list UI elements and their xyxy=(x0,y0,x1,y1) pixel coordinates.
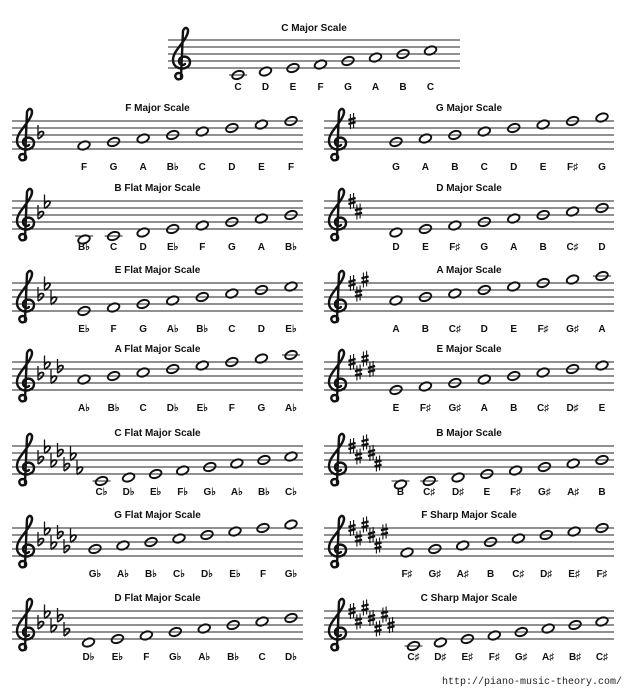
scale-title: C Major Scale xyxy=(281,23,347,34)
note-label: E xyxy=(510,324,518,335)
note-label: G xyxy=(598,162,606,173)
scale-e-major xyxy=(324,344,614,414)
note-label: B♭ xyxy=(145,569,157,580)
note-label: G xyxy=(139,324,148,335)
scale-title: B Flat Major Scale xyxy=(114,183,201,194)
flat-sign-icon xyxy=(38,615,44,629)
scale-title: E Major Scale xyxy=(436,344,502,355)
note-label: B xyxy=(451,162,459,173)
sharp-sign-icon xyxy=(361,600,368,616)
scale-c-major xyxy=(168,23,460,93)
note-label: A xyxy=(480,403,488,414)
sharp-sign-icon xyxy=(361,435,368,451)
note-label: F♭ xyxy=(177,487,189,498)
flat-sign-icon xyxy=(64,539,70,553)
flat-sign-icon xyxy=(64,457,70,471)
note-label: B xyxy=(539,242,547,253)
flat-sign-icon xyxy=(51,454,57,468)
note-label: D xyxy=(257,324,266,335)
note-label: D xyxy=(228,162,236,173)
note-label: D♭ xyxy=(285,652,297,663)
note-label: E xyxy=(258,162,265,173)
scale-title: A Major Scale xyxy=(436,265,502,276)
scale-title: G Major Scale xyxy=(435,103,503,114)
scale-title: B Major Scale xyxy=(436,428,502,439)
scale-title: D Major Scale xyxy=(436,183,502,194)
note-label: C xyxy=(426,82,435,93)
note-label: G♯ xyxy=(538,487,551,498)
note-label: B xyxy=(421,324,430,335)
note-label: G♯ xyxy=(566,324,579,335)
sharp-sign-icon xyxy=(355,614,362,630)
note-label: A♭ xyxy=(230,487,243,498)
staff xyxy=(324,283,614,311)
note-label: A xyxy=(392,324,400,335)
note-label: B♭ xyxy=(257,487,270,498)
flat-sign-icon xyxy=(58,525,64,539)
note-label: E xyxy=(539,162,547,173)
scale-d-flat-major xyxy=(12,593,303,663)
flat-sign-icon xyxy=(38,125,44,139)
note-label: C♭ xyxy=(285,487,297,498)
note-label: B xyxy=(396,487,405,498)
note-label: F♯ xyxy=(537,324,549,335)
note-label: E xyxy=(289,82,297,93)
note-label: G♯ xyxy=(428,569,442,580)
note-label: F xyxy=(287,162,295,173)
scale-c-flat-major xyxy=(12,428,303,498)
note-label: F♯ xyxy=(401,569,413,580)
note-label: G xyxy=(344,82,352,93)
sharp-sign-icon xyxy=(355,449,362,465)
scale-b-flat-major xyxy=(12,183,303,253)
note-label: E♯ xyxy=(461,652,474,663)
sharp-sign-icon xyxy=(374,456,381,472)
note-label: C♯ xyxy=(512,569,525,580)
scale-title: E Flat Major Scale xyxy=(114,265,201,276)
note-label: B xyxy=(598,487,606,498)
note-label: D♯ xyxy=(566,403,579,414)
sharp-sign-icon xyxy=(355,365,362,381)
note-label: C♭ xyxy=(95,487,108,498)
sharp-sign-icon xyxy=(355,531,362,547)
scale-title: C Flat Major Scale xyxy=(114,428,201,439)
note-label: D xyxy=(598,242,606,253)
sharp-sign-icon xyxy=(361,272,368,288)
note-label: G xyxy=(392,162,400,173)
note-label: D xyxy=(261,82,270,93)
flat-sign-icon xyxy=(77,461,83,475)
flat-sign-icon xyxy=(38,205,44,219)
note-label: F xyxy=(317,82,324,93)
note-label: G xyxy=(227,242,236,253)
flat-sign-icon xyxy=(45,356,51,370)
note-label: C♭ xyxy=(173,569,185,580)
note-label: A xyxy=(510,242,518,253)
scale-title: D Flat Major Scale xyxy=(114,593,201,604)
note-label: F♯ xyxy=(449,242,461,253)
note-label: C xyxy=(234,82,242,93)
note-label: G xyxy=(109,162,118,173)
note-label: E♭ xyxy=(229,569,241,580)
note-label: C xyxy=(228,324,236,335)
note-label: C♯ xyxy=(595,652,609,663)
sharp-sign-icon xyxy=(355,286,362,302)
scale-g-flat-major xyxy=(12,510,303,580)
note-label: E xyxy=(483,487,491,498)
flat-sign-icon xyxy=(45,440,51,454)
scale-c-sharp-major xyxy=(324,593,614,663)
note-label: D♯ xyxy=(451,487,465,498)
note-label: A♯ xyxy=(542,652,555,663)
note-label: D xyxy=(392,242,400,253)
note-label: C xyxy=(480,162,488,173)
flat-sign-icon xyxy=(38,532,44,546)
note-label: A xyxy=(257,242,266,253)
note-label: B xyxy=(486,569,495,580)
flat-sign-icon xyxy=(45,277,51,291)
flat-sign-icon xyxy=(58,359,64,373)
note-label: B♭ xyxy=(227,652,240,663)
scale-title: G Flat Major Scale xyxy=(114,510,201,521)
note-label: B♭ xyxy=(78,242,90,253)
note-label: D xyxy=(480,324,488,335)
note-label: E♭ xyxy=(78,324,90,335)
flat-sign-icon xyxy=(51,536,57,550)
note-label: C xyxy=(139,403,147,414)
note-label: C♯ xyxy=(448,324,461,335)
note-label: E♭ xyxy=(111,652,124,663)
note-label: D xyxy=(510,162,518,173)
flat-sign-icon xyxy=(71,529,77,543)
scale-f-sharp-major xyxy=(324,510,614,580)
flat-sign-icon xyxy=(58,443,64,457)
note-label: E♭ xyxy=(196,403,208,414)
note-label: G xyxy=(480,242,489,253)
note-label: E♭ xyxy=(149,487,162,498)
note-label: G♯ xyxy=(514,652,528,663)
note-label: E♯ xyxy=(568,569,580,580)
scale-e-flat-major xyxy=(12,265,303,335)
note-label: C♯ xyxy=(537,403,550,414)
staff xyxy=(168,40,460,68)
sharp-sign-icon xyxy=(381,607,388,623)
note-label: A♭ xyxy=(78,403,90,414)
note-label: D♯ xyxy=(540,569,553,580)
note-label: G♭ xyxy=(169,652,182,663)
note-label: E xyxy=(422,242,429,253)
note-label: D♭ xyxy=(82,652,95,663)
note-label: E♭ xyxy=(285,324,297,335)
sharp-sign-icon xyxy=(361,517,368,533)
flat-sign-icon xyxy=(71,447,77,461)
scale-g-major xyxy=(324,103,614,173)
staff xyxy=(12,121,303,149)
note-label: A♭ xyxy=(117,569,129,580)
note-label: B xyxy=(510,403,518,414)
sharp-sign-icon xyxy=(374,621,381,637)
note-label: A xyxy=(598,324,606,335)
note-label: A xyxy=(139,162,147,173)
note-label: F♯ xyxy=(567,162,579,173)
note-label: C xyxy=(109,242,118,253)
note-label: A xyxy=(421,162,430,173)
note-label: B xyxy=(399,82,407,93)
note-label: A♭ xyxy=(285,403,297,414)
flat-sign-icon xyxy=(51,291,57,305)
note-label: A♭ xyxy=(198,652,211,663)
note-label: F♯ xyxy=(596,569,608,580)
note-label: B♭ xyxy=(107,403,120,414)
note-label: E♭ xyxy=(167,242,179,253)
sharp-sign-icon xyxy=(374,538,381,554)
flat-sign-icon xyxy=(45,195,51,209)
note-label: G♭ xyxy=(203,487,217,498)
scale-title: A Flat Major Scale xyxy=(114,344,201,355)
flat-sign-icon xyxy=(38,366,44,380)
note-label: B♭ xyxy=(285,242,297,253)
note-label: E xyxy=(598,403,606,414)
scales-layer xyxy=(12,23,614,663)
note-label: F xyxy=(259,569,267,580)
flat-sign-icon xyxy=(38,287,44,301)
note-label: D♭ xyxy=(122,487,135,498)
note-label: G♭ xyxy=(88,569,102,580)
flat-sign-icon xyxy=(38,450,44,464)
note-label: B♭ xyxy=(166,162,179,173)
sharp-sign-icon xyxy=(381,524,388,540)
sharp-sign-icon xyxy=(361,351,368,367)
note-label: F xyxy=(80,162,88,173)
flat-sign-icon xyxy=(51,370,57,384)
scale-title: F Sharp Major Scale xyxy=(421,510,517,521)
flat-sign-icon xyxy=(45,605,51,619)
scale-title: C Sharp Major Scale xyxy=(420,593,518,604)
flat-sign-icon xyxy=(51,619,57,633)
note-label: F♯ xyxy=(488,652,500,663)
note-label: F xyxy=(228,403,235,414)
note-label: G xyxy=(257,403,266,414)
staff xyxy=(324,528,614,556)
flat-sign-icon xyxy=(64,622,70,636)
scale-title: F Major Scale xyxy=(125,103,190,114)
flat-sign-icon xyxy=(58,608,64,622)
note-label: D♭ xyxy=(201,569,213,580)
note-label: A♭ xyxy=(166,324,179,335)
note-label: A xyxy=(371,82,380,93)
note-label: C♯ xyxy=(407,652,420,663)
note-label: C xyxy=(258,652,266,663)
scale-a-major xyxy=(324,265,614,335)
note-label: F xyxy=(199,242,206,253)
note-label: C xyxy=(198,162,206,173)
note-label: C♯ xyxy=(423,487,436,498)
scale-b-major xyxy=(324,428,614,498)
flat-sign-icon xyxy=(45,522,51,536)
note-label: D xyxy=(139,242,147,253)
note-label: A♯ xyxy=(567,487,580,498)
note-label: D♯ xyxy=(434,652,447,663)
note-label: G♯ xyxy=(448,403,462,414)
sharp-sign-icon xyxy=(355,204,362,220)
footer-url[interactable]: http://piano-music-theory.com/ xyxy=(441,677,622,688)
note-label: F xyxy=(143,652,150,663)
note-label: B♭ xyxy=(196,324,209,335)
note-label: G♭ xyxy=(284,569,298,580)
note-label: D♭ xyxy=(166,403,179,414)
note-label: F♯ xyxy=(419,403,431,414)
note-label: C♯ xyxy=(566,242,579,253)
scale-f-major xyxy=(12,103,303,173)
scale-a-flat-major xyxy=(12,344,303,414)
note-label: A♯ xyxy=(456,569,469,580)
note-label: B♯ xyxy=(568,652,582,663)
scale-d-major xyxy=(324,183,614,253)
note-label: F xyxy=(110,324,117,335)
note-label: F♯ xyxy=(510,487,522,498)
note-label: E xyxy=(392,403,400,414)
